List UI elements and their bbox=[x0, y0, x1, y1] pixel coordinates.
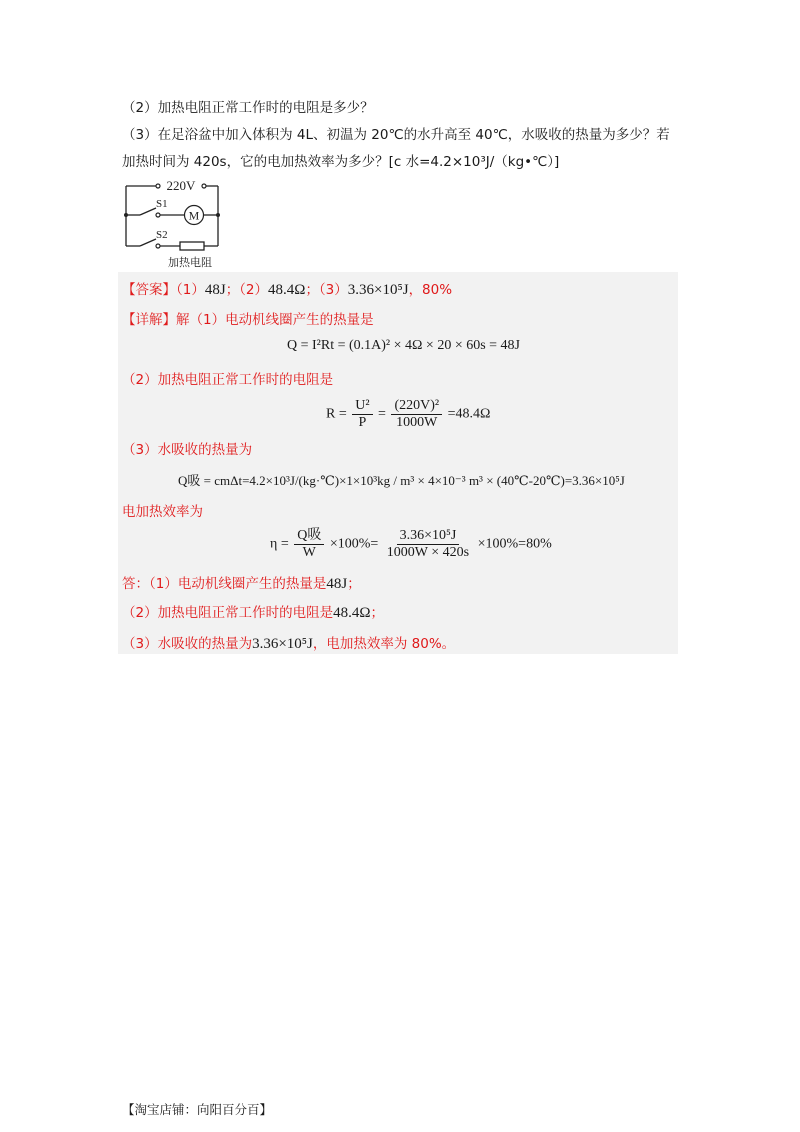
eq2-result: =48.4Ω bbox=[447, 406, 491, 422]
conclusion-3-value: 3.36×10⁵J bbox=[252, 636, 313, 652]
eq2-lhs: R = bbox=[326, 406, 347, 422]
conclusion-1-value: 48J bbox=[326, 576, 348, 592]
eq4-numerator-2: 3.36×10⁵J bbox=[397, 528, 460, 545]
answer-3-prefix: ；（3） bbox=[305, 282, 348, 298]
answer-1-value: 48J bbox=[204, 282, 226, 298]
equation-water-heat: Q吸 = cmΔt=4.2×10³J/(kg·℃)×1×10³kg / m³ × 4×10⁻³ m³ × (40℃-20℃)=3.36×10⁵J bbox=[178, 473, 625, 488]
conclusion-2 bbox=[122, 603, 384, 623]
eq4-fraction-2 bbox=[384, 528, 472, 561]
answer-1-prefix: （1） bbox=[176, 282, 205, 298]
answer-2-value: 48.4Ω bbox=[268, 282, 306, 298]
detail-intro: 解（1）电动机线圈产生的热量是 bbox=[176, 312, 374, 328]
eq4-denominator: W bbox=[302, 545, 316, 560]
voltage-label: 220V bbox=[166, 178, 196, 193]
shop-footer: 【淘宝店铺：向阳百分百】 bbox=[122, 1102, 273, 1117]
eq4-result: ×100%=80% bbox=[477, 536, 552, 552]
question-3-line2: 加热时间为 420s，它的电加热效率为多少？[c 水=4.2×10³J/（kg•℃）] bbox=[122, 154, 560, 170]
eq2-denominator-2: 1000W bbox=[396, 415, 438, 430]
eq4-fraction bbox=[294, 528, 324, 561]
conclusion-3 bbox=[122, 634, 455, 654]
eq2-numerator: U² bbox=[352, 398, 372, 415]
conclusion-3-suffix: ，电加热效率为 80%。 bbox=[312, 636, 456, 652]
motor-label: M bbox=[188, 208, 200, 223]
answer-line bbox=[122, 280, 452, 300]
answer-tag: 【答案】 bbox=[122, 282, 176, 298]
resistor-caption: 加热电阻 bbox=[168, 256, 212, 269]
conclusion-1-prefix: 答：（1）电动机线圈产生的热量是 bbox=[122, 576, 327, 592]
detail-tag: 【详解】 bbox=[122, 312, 176, 328]
eq2-numerator-2: (220V)² bbox=[391, 398, 442, 415]
switch-s2-label: S2 bbox=[156, 229, 168, 241]
answer-3-suffix: ，80% bbox=[408, 282, 453, 298]
equation-heat: Q = I²Rt = (0.1A)² × 4Ω × 20 × 60s = 48J bbox=[287, 338, 521, 353]
circuit-diagram bbox=[118, 176, 228, 272]
conclusion-3-prefix: （3）水吸收的热量为 bbox=[122, 636, 253, 652]
conclusion-1 bbox=[122, 574, 361, 594]
conclusion-2-suffix: ； bbox=[370, 605, 384, 621]
conclusion-2-value: 48.4Ω bbox=[333, 605, 371, 621]
eq4-numerator: Q吸 bbox=[294, 528, 324, 545]
conclusion-2-prefix: （2）加热电阻正常工作时的电阻是 bbox=[122, 605, 334, 621]
eq2-fraction-2 bbox=[391, 398, 442, 431]
step-3-heading: （3）水吸收的热量为 bbox=[122, 442, 253, 458]
eq2-fraction bbox=[352, 398, 372, 431]
eq2-denominator: P bbox=[358, 415, 367, 430]
equation-resistance bbox=[326, 398, 490, 431]
question-2: （2）加热电阻正常工作时的电阻是多少？ bbox=[122, 100, 374, 116]
step-4-heading: 电加热效率为 bbox=[122, 504, 203, 520]
conclusion-1-suffix: ； bbox=[347, 576, 361, 592]
switch-s1-label: S1 bbox=[156, 198, 168, 210]
eq4-lhs: η = bbox=[270, 536, 289, 552]
answer-2-prefix: ；（2） bbox=[225, 282, 269, 298]
equation-efficiency bbox=[270, 528, 552, 561]
eq2-equals: = bbox=[378, 406, 386, 422]
eq4-denominator-2: 1000W × 420s bbox=[386, 545, 470, 560]
detail-line bbox=[122, 310, 374, 330]
answer-3-value: 3.36×10⁵J bbox=[347, 282, 409, 298]
question-3-line1: （3）在足浴盆中加入体积为 4L、初温为 20℃的水升高至 40℃，水吸收的热量为多少？若 bbox=[122, 127, 670, 143]
eq4-mid: ×100%= bbox=[329, 536, 379, 552]
step-2-heading: （2）加热电阻正常工作时的电阻是 bbox=[122, 372, 334, 388]
